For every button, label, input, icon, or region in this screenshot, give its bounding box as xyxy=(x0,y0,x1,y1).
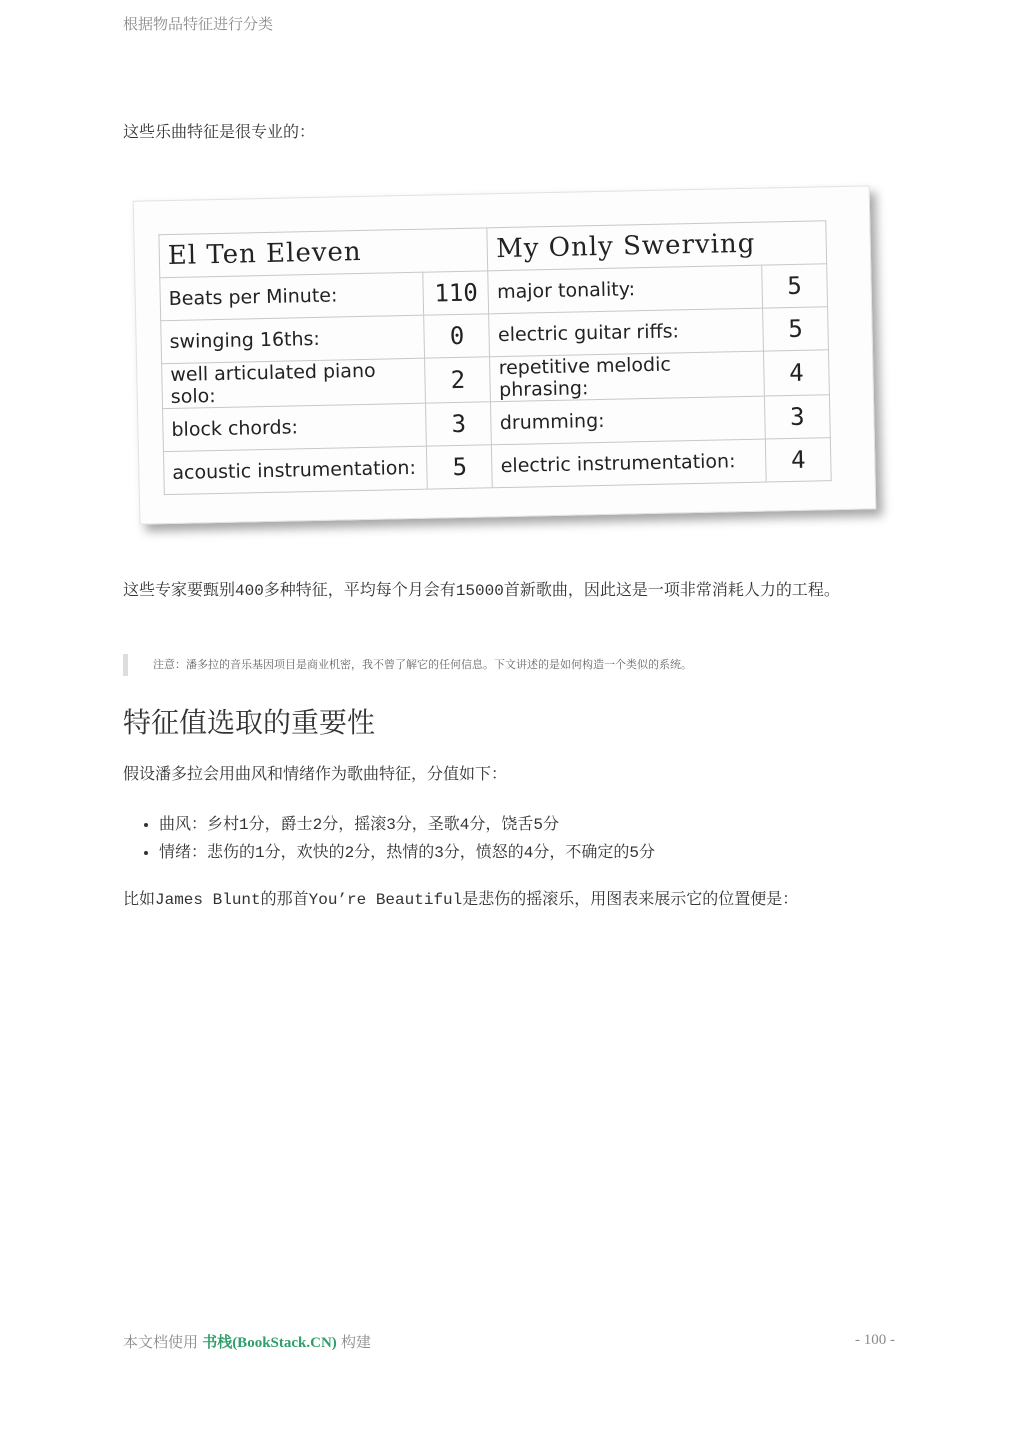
left-feature-label: Beats per Minute: xyxy=(160,272,424,321)
right-feature-value: 3 xyxy=(764,395,830,439)
left-feature-label: swinging 16ths: xyxy=(161,315,425,364)
experts-paragraph: 这些专家要甄别400多种特征，平均每个月会有15000首新歌曲，因此这是一项非常消耗人力的工程。 xyxy=(123,582,840,600)
card-right-title: My Only Swerving xyxy=(487,221,826,271)
footer-prefix: 本文档使用 xyxy=(123,1334,199,1351)
list-item: • 情绪：悲伤的1分，欢快的2分，热情的3分，愤怒的4分，不确定的5分 xyxy=(159,839,655,867)
right-feature-label: repetitive melodic phrasing: xyxy=(490,351,764,402)
feature-card xyxy=(133,185,877,524)
right-feature-value: 4 xyxy=(763,350,829,396)
left-feature-value: 3 xyxy=(426,402,492,446)
right-feature-label: drumming: xyxy=(491,396,765,445)
left-feature-label: block chords: xyxy=(163,403,427,452)
left-feature-value: 110 xyxy=(423,271,489,315)
left-feature-value: 2 xyxy=(425,357,491,403)
right-feature-label: major tonality: xyxy=(488,265,762,314)
left-feature-label: acoustic instrumentation: xyxy=(163,446,427,495)
note-blockquote: 注意：潘多拉的音乐基因项目是商业机密，我不曾了解它的任何信息。下文讲述的是如何构造一个类似的系统。 xyxy=(123,654,692,676)
running-header: 根据物品特征进行分类 xyxy=(123,16,274,33)
left-feature-label: well articulated piano solo: xyxy=(162,358,426,409)
right-feature-value: 5 xyxy=(763,307,829,351)
feature-score-list xyxy=(123,811,655,867)
right-feature-value: 4 xyxy=(765,438,831,482)
song-feature-card-image xyxy=(136,193,888,533)
intro-paragraph: 这些乐曲特征是很专业的： xyxy=(123,124,316,142)
left-feature-value: 5 xyxy=(427,445,493,489)
right-feature-value: 5 xyxy=(762,264,828,308)
list-item: • 曲风：乡村1分，爵士2分，摇滚3分，圣歌4分，饶舌5分 xyxy=(159,811,655,839)
feature-table xyxy=(158,220,831,495)
footer-suffix: 构建 xyxy=(340,1334,371,1351)
example-paragraph: 比如James Blunt的那首You’re Beautiful是悲伤的摇滚乐，用图表来展示它的位置便是： xyxy=(123,891,799,909)
page-number: - 100 - xyxy=(855,1332,895,1348)
right-feature-label: electric instrumentation: xyxy=(492,439,766,488)
footer-brand-link[interactable]: 书栈(BookStack.CN) xyxy=(202,1335,337,1351)
footer-credit xyxy=(123,1331,371,1352)
card-left-title: El Ten Eleven xyxy=(159,228,488,278)
assume-paragraph: 假设潘多拉会用曲风和情绪作为歌曲特征，分值如下： xyxy=(123,766,508,784)
left-feature-value: 0 xyxy=(424,314,490,358)
section-title: 特征值选取的重要性 xyxy=(123,706,376,739)
right-feature-label: electric guitar riffs: xyxy=(489,308,763,357)
